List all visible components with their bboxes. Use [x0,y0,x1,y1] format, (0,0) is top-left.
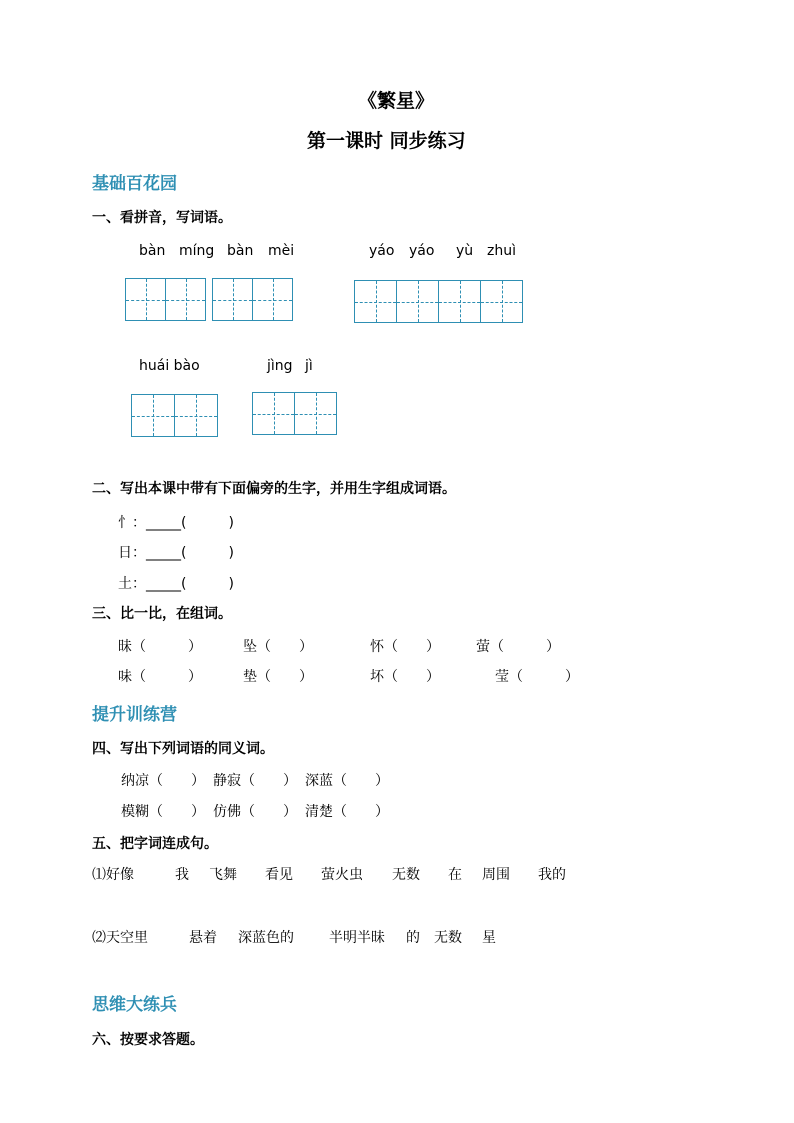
pinyin-label: zhuì [487,243,516,259]
writing-cell[interactable] [252,278,293,321]
word-token: ⑵天空里 [92,930,148,946]
word-token: 周围 [482,867,510,883]
pinyin-label: huái bào [139,358,200,374]
word-token: 星 [482,930,496,946]
writing-cell[interactable] [396,280,439,323]
writing-cell[interactable] [480,280,523,323]
compare-item[interactable]: 味（ ） [118,669,202,685]
writing-cell[interactable] [125,278,166,321]
writing-cell[interactable] [131,394,175,437]
word-token: 无数 [434,930,462,946]
writing-grid[interactable] [212,278,293,321]
pinyin-label: yáo [409,243,435,259]
pinyin-label: míng [179,243,215,259]
word-token: 看见 [265,867,293,883]
section-heading-thinking: 思维大练兵 [92,995,177,1015]
synonym-item[interactable]: 模糊（ ） [121,804,205,820]
pinyin-label: yù [456,243,474,259]
synonym-item[interactable]: 清楚（ ） [305,804,389,820]
writing-cell[interactable] [212,278,253,321]
writing-cell[interactable] [165,278,206,321]
page-title: 《繁星》 [358,90,435,112]
compare-item[interactable]: 坠（ ） [243,639,313,655]
word-token: 我 [175,867,189,883]
pinyin-label: jì [305,358,313,374]
compare-item[interactable]: 昧（ ） [118,639,202,655]
pinyin-label: yáo [369,243,395,259]
word-token: 无数 [392,867,420,883]
word-token: 深蓝色的 [238,930,294,946]
word-token: ⑴好像 [92,867,134,883]
pinyin-label: mèi [268,243,295,259]
question-5-heading: 五、把字词连成句。 [92,836,218,852]
writing-grid[interactable] [354,280,523,323]
synonym-item[interactable]: 纳凉（ ） [121,773,205,789]
compare-item[interactable]: 垫（ ） [243,669,313,685]
writing-cell[interactable] [438,280,481,323]
synonym-item[interactable]: 静寂（ ） [213,773,297,789]
radical-row[interactable]: 日：_____( ) [118,545,234,561]
question-3-heading: 三、比一比，在组词。 [92,606,232,622]
radical-row[interactable]: 忄：_____( ) [118,515,234,531]
word-token: 半明半昧 [329,930,385,946]
word-token: 在 [448,867,462,883]
word-token: 萤火虫 [321,867,363,883]
question-6-heading: 六、按要求答题。 [92,1032,204,1048]
compare-item[interactable]: 怀（ ） [370,639,440,655]
pinyin-label: bàn [139,243,166,259]
writing-grid[interactable] [131,394,218,437]
word-token: 悬着 [189,930,217,946]
radical-row[interactable]: 土：_____( ) [118,576,234,592]
word-token: 我的 [538,867,566,883]
word-token: 飞舞 [209,867,237,883]
compare-item[interactable]: 莹（ ） [495,669,579,685]
compare-item[interactable]: 萤（ ） [476,639,560,655]
synonym-item[interactable]: 深蓝（ ） [305,773,389,789]
synonym-item[interactable]: 仿佛（ ） [213,804,297,820]
writing-cell[interactable] [354,280,397,323]
section-heading-basic: 基础百花园 [92,174,177,194]
writing-cell[interactable] [294,392,337,435]
page-subtitle: 第一课时 同步练习 [307,130,466,152]
pinyin-label: bàn [227,243,254,259]
writing-cell[interactable] [252,392,295,435]
word-token: 的 [406,930,420,946]
section-heading-advanced: 提升训练营 [92,705,177,725]
pinyin-label: jìng [267,358,293,374]
writing-grid[interactable] [252,392,337,435]
compare-item[interactable]: 坏（ ） [370,669,440,685]
writing-grid[interactable] [125,278,206,321]
question-4-heading: 四、写出下列词语的同义词。 [92,741,274,757]
question-1-heading: 一、看拼音，写词语。 [92,210,232,226]
writing-cell[interactable] [174,394,218,437]
question-2-heading: 二、写出本课中带有下面偏旁的生字，并用生字组成词语。 [92,481,456,497]
